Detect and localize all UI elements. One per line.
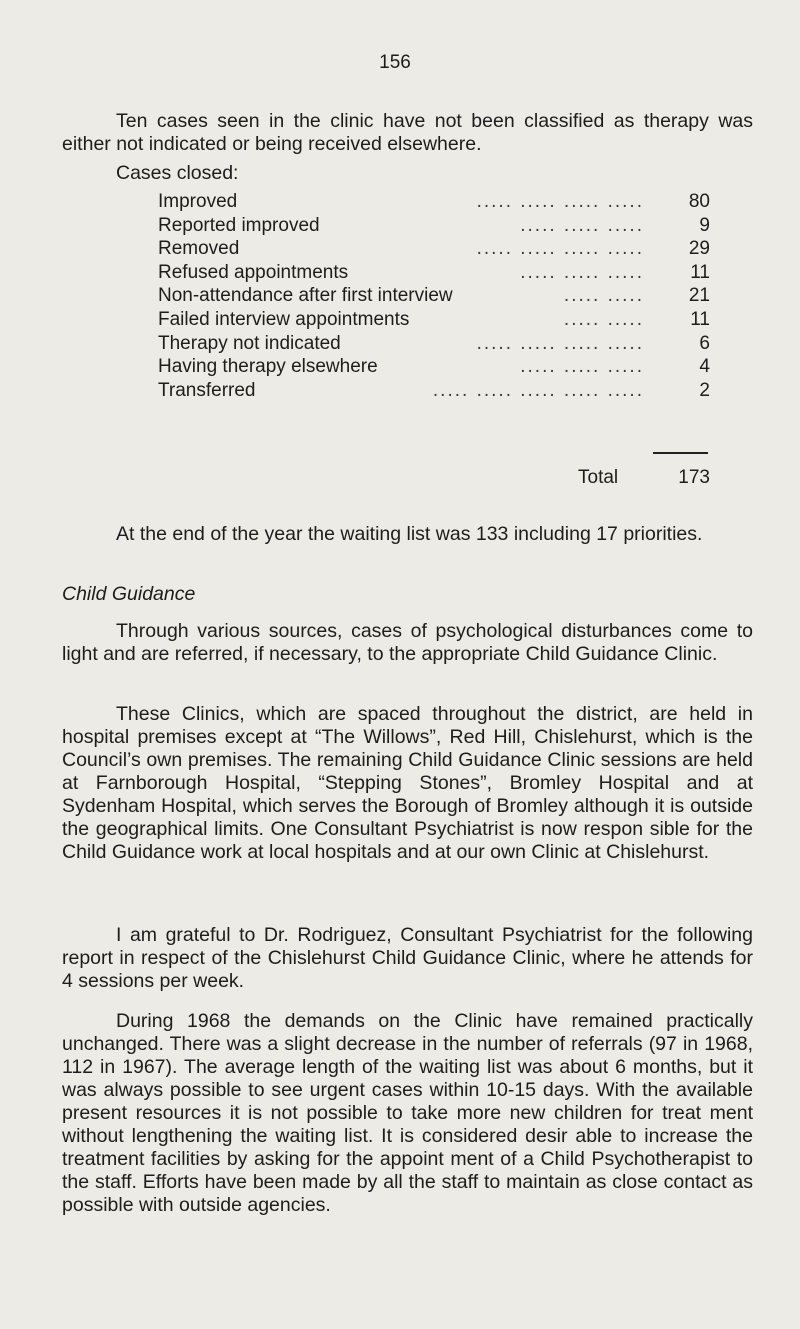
case-value: 2 [699, 379, 710, 401]
case-value: 29 [688, 238, 710, 260]
case-row [158, 261, 710, 285]
waiting-list-paragraph: At the end of the year the waiting list was 133 including 17 priorities. [116, 523, 703, 545]
leader-dots: ..... ..... [563, 285, 644, 307]
case-label: Failed interview appointments [158, 308, 410, 330]
leader-dots: ..... ..... [563, 308, 644, 330]
case-value: 4 [699, 356, 710, 378]
case-row [158, 214, 710, 238]
intro-paragraph: Ten cases seen in the clinic have not been classified as therapy was either not indicated or being received elsewhere. [62, 110, 753, 155]
leader-dots: ..... ..... ..... ..... [476, 332, 644, 354]
case-value: 11 [690, 261, 710, 283]
total-rule [653, 452, 708, 454]
total-label: Total [578, 467, 619, 488]
leader-dots: ..... ..... ..... [520, 356, 644, 378]
leader-dots: ..... ..... ..... [520, 214, 644, 236]
case-value: 6 [699, 332, 710, 354]
total-value: 173 [678, 467, 710, 488]
case-label: Reported improved [158, 214, 320, 236]
page-number: 156 [379, 52, 411, 73]
case-row [158, 355, 710, 379]
case-value: 80 [688, 191, 710, 212]
case-label: Having therapy elsewhere [158, 356, 378, 378]
cases-closed-label: Cases closed: [116, 162, 239, 184]
case-value: 21 [688, 285, 710, 307]
case-label: Non-attendance after first interview [158, 285, 453, 307]
leader-dots: ..... ..... ..... ..... [476, 238, 644, 260]
case-label: Therapy not indicated [158, 332, 341, 354]
case-row [158, 379, 710, 403]
case-value: 11 [690, 308, 710, 330]
case-label: Removed [158, 238, 240, 260]
leader-dots: ..... ..... ..... [520, 261, 644, 283]
grateful-paragraph: I am grateful to Dr. Rodriguez, Consultant Psychiatrist for the following report in respect of the Chislehurst Child Guidance Clinic, where he attends for 4 sessions per week. [62, 924, 753, 992]
clinics-paragraph: These Clinics, which are spaced throughout the district, are held in hospital premises except at “The Willows”, Red Hill, Chislehurst, which is the Council’s own premises. The remaining Child Guidance Clinic sessions are held at Farnborough Hospital, “Stepping Stones”, Bromley Hospital and at Sydenham Hospital, which serves the Borough of Bromley although it is outside the geographical limits. One Consultant Psychiatrist is now respon sible for the Child Guidance work at local hospitals and at our own Clinic at Chislehurst. [62, 703, 753, 863]
leader-dots: ..... ..... ..... ..... ..... [432, 379, 644, 401]
case-label: Refused appointments [158, 261, 349, 283]
section-heading: Child Guidance [62, 583, 196, 605]
sources-paragraph: Through various sources, cases of psychological disturbances come to light and are referred, if necessary, to the appropriate Child Guidance Clinic. [62, 620, 753, 665]
case-row [158, 308, 710, 332]
case-label: Transferred [158, 379, 256, 401]
cases-closed-table [158, 190, 710, 402]
case-value: 9 [699, 214, 710, 236]
case-row [158, 237, 710, 261]
report-paragraph: During 1968 the demands on the Clinic have remained practically unchanged. There was a slight decrease in the number of referrals (97 in 1968, 112 in 1967). The average length of the waiting list was about 6 months, but it was always possible to see urgent cases within 10-15 days. With the available present resources it is not possible to take more new children for treat ment without lengthening the waiting list. It is considered desir able to increase the treatment facilities by asking for the appoint ment of a Child Psychotherapist to the staff. Efforts have been made by all the staff to maintain as close contact as possible with outside agencies. [62, 1010, 753, 1216]
case-row [158, 284, 710, 308]
case-label: Improved [158, 191, 238, 212]
case-row [158, 332, 710, 356]
case-row [158, 190, 710, 214]
leader-dots: ..... ..... ..... ..... [476, 191, 644, 212]
